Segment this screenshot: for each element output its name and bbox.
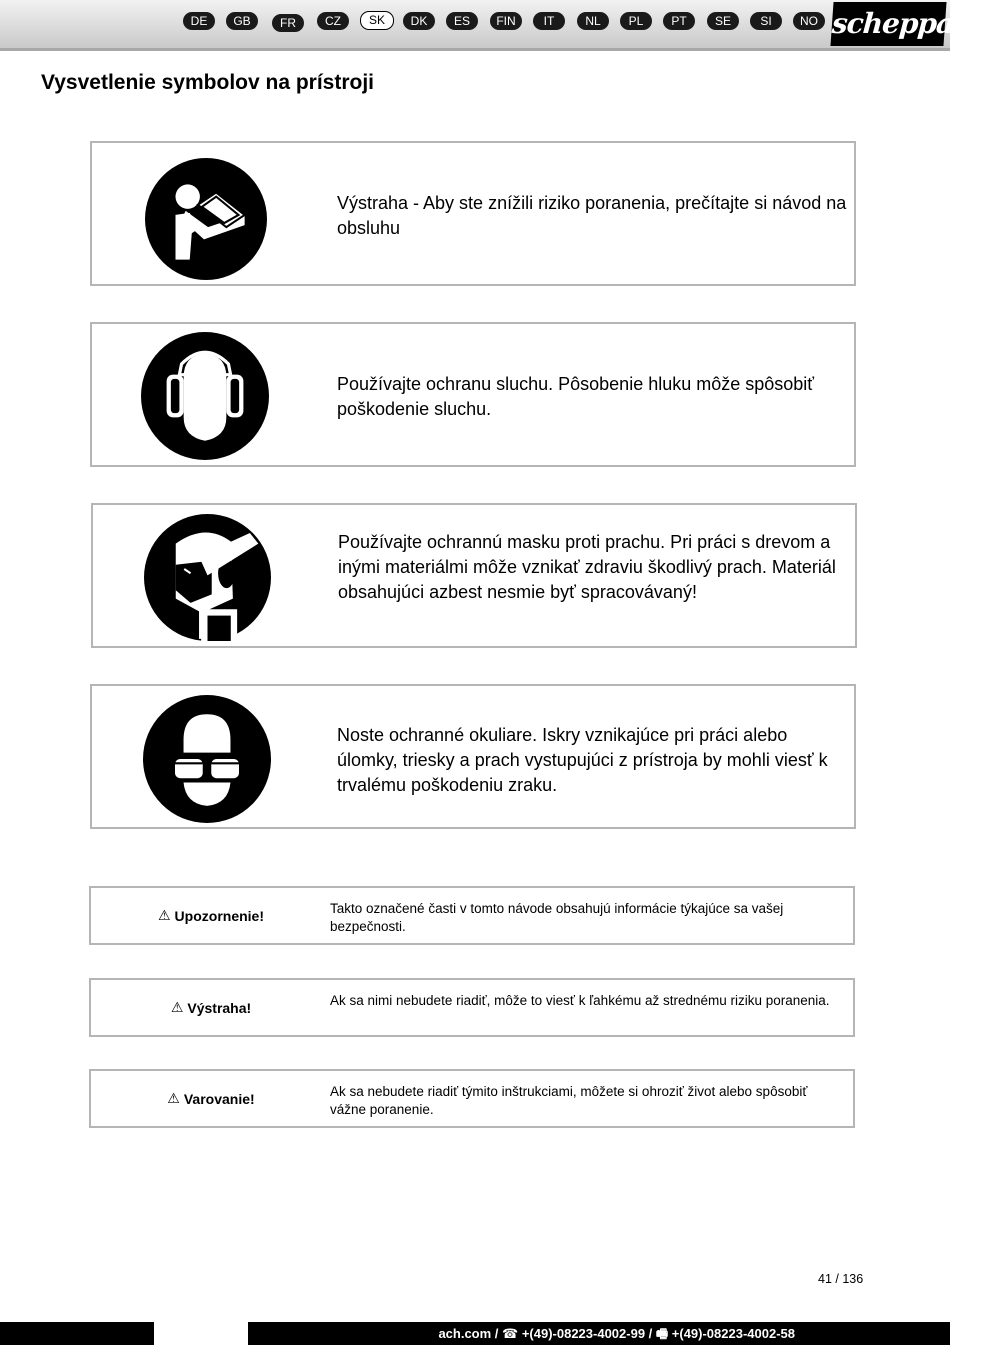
page-number: 41 / 136 [818, 1272, 864, 1286]
lang-tab-se[interactable]: SE [707, 12, 739, 30]
lang-tab-fin[interactable]: FIN [490, 12, 522, 30]
lang-tab-dk[interactable]: DK [403, 12, 435, 30]
lang-tab-pl[interactable]: PL [620, 12, 652, 30]
safety-goggles-icon [143, 695, 271, 823]
notice-text: Ak sa nimi nebudete riadiť, môže to viesť k ľahkému až strednému riziku poranenia. [330, 993, 830, 1008]
notice-label [91, 1071, 331, 1126]
lang-tab-de[interactable]: DE [183, 12, 215, 30]
lang-tab-cz[interactable]: CZ [317, 12, 349, 30]
notice-box-vystraha [89, 978, 855, 1037]
symbol-box-read-manual [90, 141, 856, 286]
notice-label [91, 980, 331, 1035]
notice-text: Takto označené časti v tomto návode obsahujú informácie týkajúce sa vašej bezpečnosti. [330, 901, 784, 934]
symbol-box-safety-goggles [90, 684, 856, 829]
lang-tab-nl[interactable]: NL [577, 12, 609, 30]
scheppach-logo: scheppach [830, 2, 946, 46]
lang-tab-es[interactable]: ES [446, 12, 478, 30]
lang-tab-si[interactable]: SI [750, 12, 782, 30]
header-bar [0, 0, 990, 51]
symbol-text: Výstraha - Aby ste znížili riziko poranenia, prečítajte si návod na obsluhu [337, 193, 847, 238]
notice-box-upozornenie [89, 886, 855, 945]
warning-triangle-icon: ⚠ [157, 907, 171, 923]
lang-tab-gb[interactable]: GB [226, 12, 258, 30]
notice-label [91, 888, 331, 943]
warning-triangle-icon: ⚠ [167, 1090, 180, 1106]
symbol-text: Používajte ochrannú masku proti prachu. Pri práci s drevom a inými materiálmi môže vznikať zdraviu škodlivý prach. Materiál obsahujúci azbest nesmie byť spracovávaný! [338, 532, 836, 602]
lang-tab-fr[interactable]: FR [272, 14, 304, 32]
symbol-box-dust-mask [91, 503, 857, 648]
lang-tab-it[interactable]: IT [533, 12, 565, 30]
footer-gap [154, 1322, 248, 1345]
lang-tab-pt[interactable]: PT [663, 12, 695, 30]
notice-box-varovanie [89, 1069, 855, 1128]
symbol-box-hearing-protection [90, 322, 856, 467]
footer-contact: ach.com / ☎ +(49)-08223-4002-99 / 🖷 +(49)-08223-4002-58 [438, 1326, 795, 1341]
footer-bar [0, 1322, 950, 1345]
lang-tab-sk[interactable]: SK [360, 11, 394, 30]
symbol-text: Používajte ochranu sluchu. Pôsobenie hluku môže spôsobiť poškodenie sluchu. [337, 374, 815, 419]
notice-label-text: Výstraha! [187, 999, 252, 1016]
notice-label-text: Varovanie! [183, 1090, 255, 1107]
lang-tab-no[interactable]: NO [793, 12, 825, 30]
symbol-text: Noste ochranné okuliare. Iskry vznikajúce pri práci alebo úlomky, triesky a prach vystupujúci z prístroja by mohli viesť k trvalému poškodeniu zraku. [337, 725, 828, 795]
page-title: Vysvetlenie symbolov na prístroji [41, 71, 375, 94]
hearing-protection-icon [141, 332, 269, 460]
dust-mask-icon [144, 514, 271, 641]
read-manual-icon [145, 158, 267, 280]
notice-text: Ak sa nebudete riadiť týmito inštrukciami, môžete si ohroziť život alebo spôsobiť vážne poranenie. [330, 1084, 808, 1117]
notice-label-text: Upozornenie! [174, 907, 264, 924]
warning-triangle-icon: ⚠ [170, 999, 184, 1015]
